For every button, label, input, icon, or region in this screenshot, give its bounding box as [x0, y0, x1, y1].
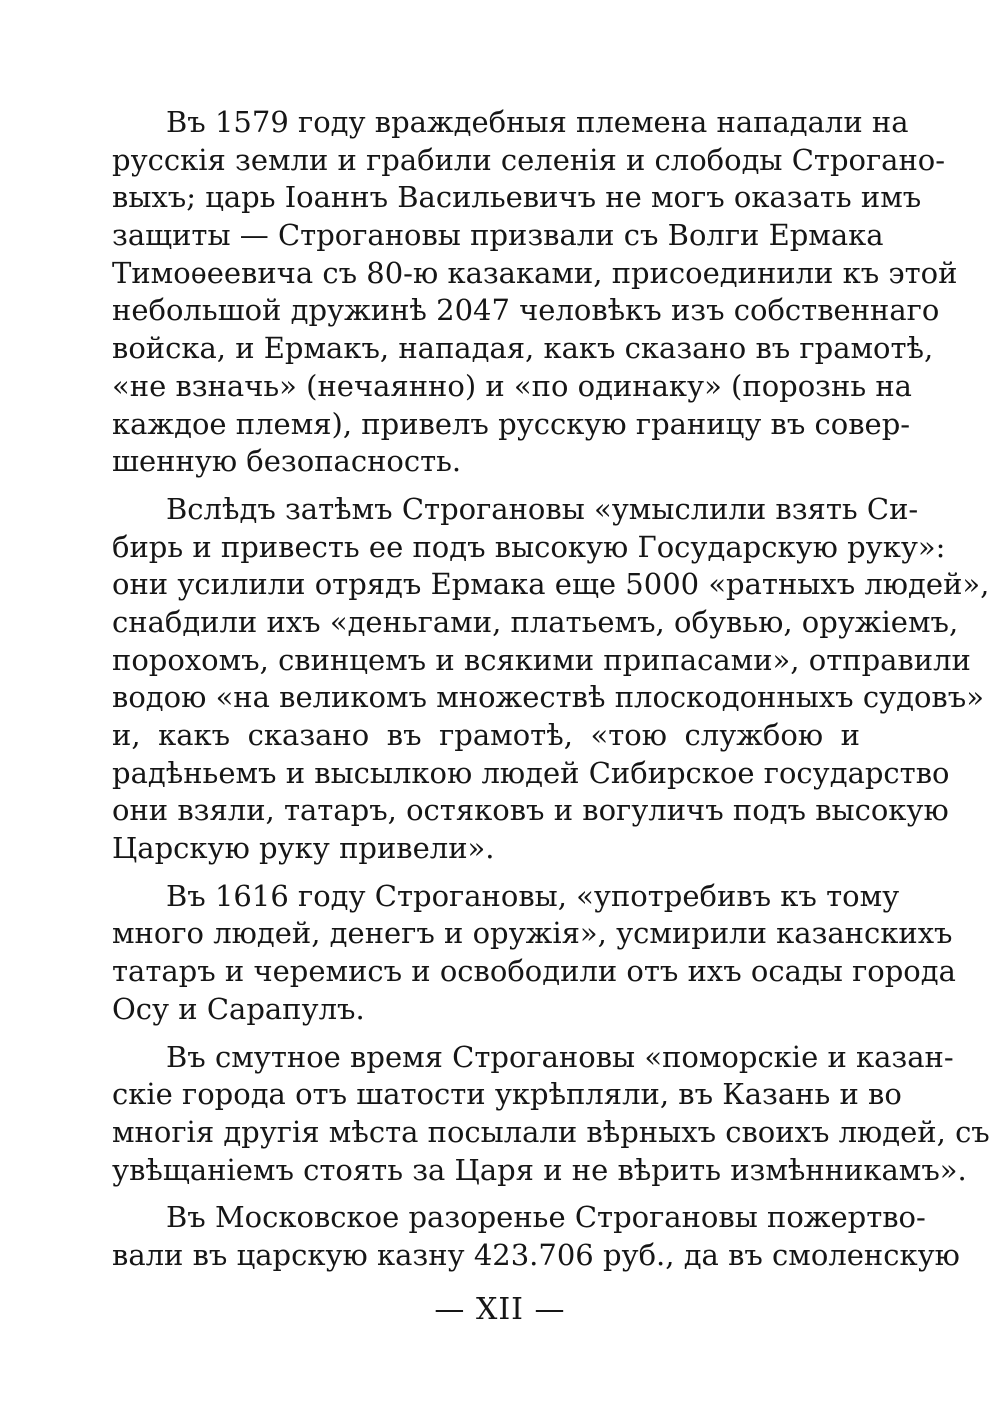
text-line: много людей, денегъ и оружія», усмирили казанскихъ — [112, 916, 953, 951]
text-line: Въ 1616 году Строгановы, «употребивъ къ тому — [166, 878, 900, 913]
text-line: Въ 1579 году враждебныя племена нападали на — [166, 105, 909, 139]
text-line: небольшой дружинѣ 2047 человѣкъ изъ собственнаго — [112, 293, 940, 328]
paragraph-troubles — [112, 1039, 990, 1190]
text-line: шенную безопасность. — [112, 444, 462, 479]
text-line: выхъ; царь Іоаннъ Васильевичъ не могъ оказать имъ — [112, 180, 922, 215]
paragraph-moscow — [112, 1199, 960, 1274]
text-line: они взяли, татаръ, остяковъ и вогуличъ подъ высокую — [112, 793, 949, 828]
paragraph-gap — [112, 481, 860, 491]
text-line: снабдили ихъ «деньгами, платьемъ, обувью, оружіемъ, — [112, 604, 959, 639]
text-line: Царскую руку привели». — [112, 831, 495, 866]
paragraph-gap — [112, 1189, 860, 1199]
paragraph-1579 — [112, 104, 958, 481]
text-line: и, какъ сказано въ грамотѣ, «тою службою и — [112, 718, 860, 752]
text-line: Въ Московское разоренье Строгановы пожертво- — [166, 1200, 926, 1235]
paragraph-1616 — [112, 878, 956, 1029]
text-line: порохомъ, свинцемъ и всякими припасами», отправили — [112, 642, 971, 677]
text-line: «не взначь» (нечаянно) и «по одинаку» (порознь на — [112, 368, 912, 403]
text-line: Тимоѳеевича съ 80-ю казаками, присоединили къ этой — [112, 255, 958, 290]
text-line: защиты — Строгановы призвали съ Волги Ермака — [112, 218, 884, 253]
text-line: каждое племя), привелъ русскую границу въ совер- — [112, 406, 911, 441]
text-line: водою «на великомъ множествѣ плоскодонныхъ судовъ» — [112, 680, 984, 715]
text-line: Осу и Сарапулъ. — [112, 991, 365, 1026]
text-line: русскія земли и грабили селенія и слободы Строгано- — [112, 142, 946, 177]
page-number: — XII — — [434, 1292, 566, 1327]
text-line: многія другія мѣста посылали вѣрныхъ своихъ людей, съ — [112, 1114, 990, 1149]
text-line: татаръ и черемисъ и освободили отъ ихъ осады города — [112, 954, 956, 989]
text-line: скіе города отъ шатости укрѣпляли, въ Казань и во — [112, 1077, 902, 1112]
paragraph-siberia — [112, 491, 990, 868]
paragraph-gap — [112, 1029, 860, 1039]
paragraph-gap — [112, 868, 860, 878]
text-line: радѣньемъ и высылкою людей Сибирское государство — [112, 755, 950, 790]
body-text — [112, 104, 990, 1275]
text-line: войска, и Ермакъ, нападая, какъ сказано въ грамотѣ, — [112, 331, 934, 366]
text-line: они усилили отрядъ Ермака еще 5000 «ратныхъ людей», — [112, 567, 990, 602]
text-line: вали въ царскую казну 423.706 руб., да въ смоленскую — [112, 1237, 960, 1272]
text-line: бирь и привесть ее подъ высокую Государскую руку»: — [112, 529, 946, 564]
text-line: Вслѣдъ затѣмъ Строгановы «умыслили взять Си- — [166, 491, 919, 526]
text-line: Въ смутное время Строгановы «поморскіе и казан- — [166, 1039, 954, 1074]
text-line: увѣщаніемъ стоять за Царя и не вѣрить измѣнникамъ». — [112, 1152, 967, 1187]
